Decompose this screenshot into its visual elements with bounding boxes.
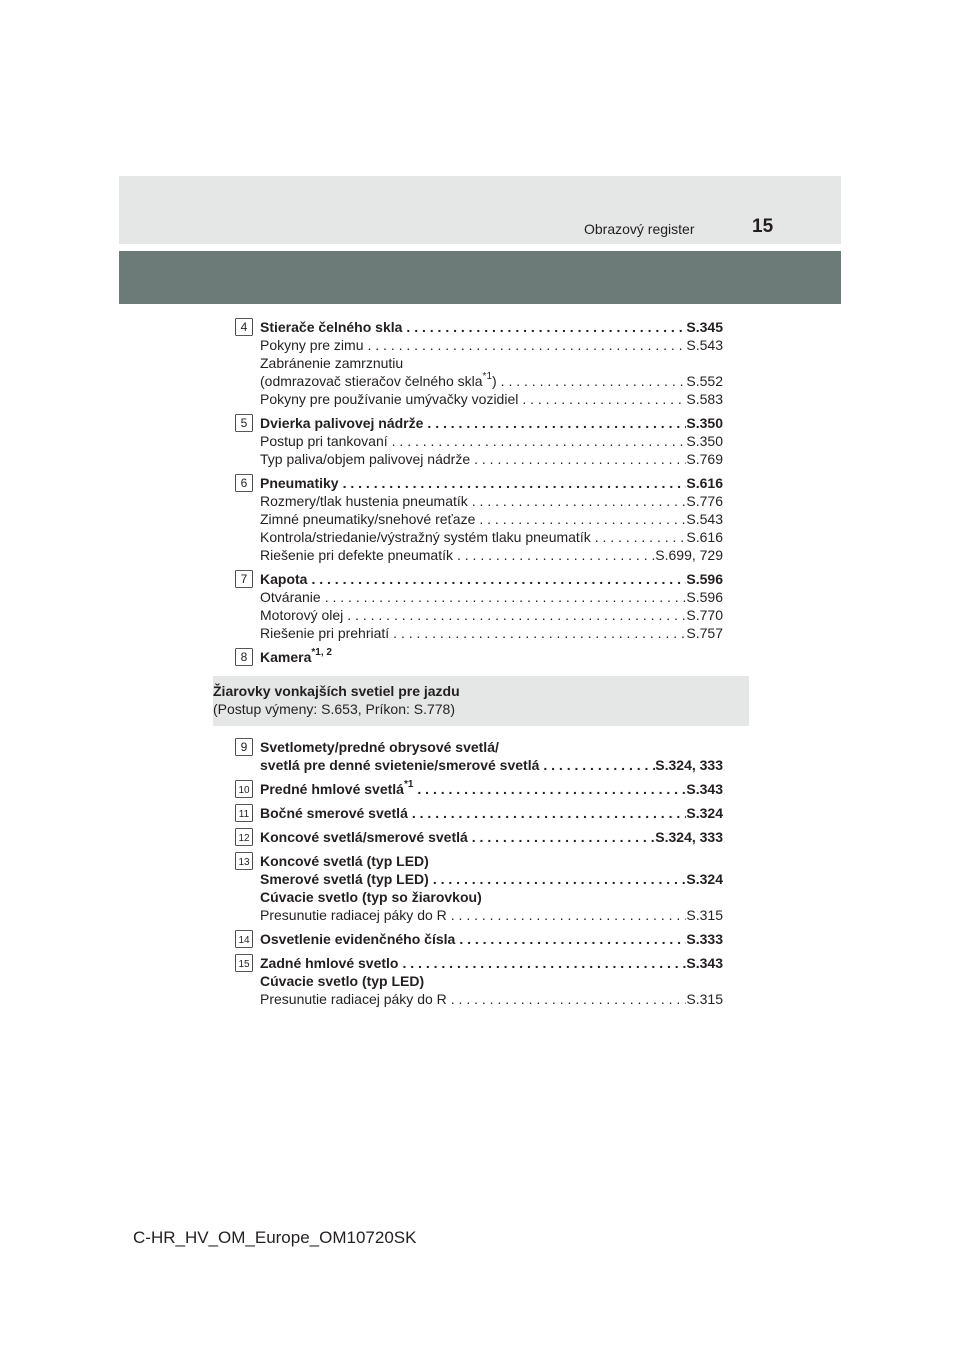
number-badge-icon [235,804,253,822]
entry-text: Osvetlenie evidenčného čísla [260,931,456,947]
entry-line [260,450,723,468]
entry-text: Cúvacie svetlo (typ so žiarovkou) [260,889,482,905]
leader-dots [402,318,686,336]
index-entry [215,954,723,1008]
index-entry [215,852,723,924]
entry-line [260,852,723,870]
leader-dots [343,606,686,624]
entry-line [260,954,723,972]
entry-line [260,474,723,492]
leader-dots [447,906,687,924]
entry-text: Pneumatiky [260,475,339,491]
footnote-mark: *1 [482,371,492,383]
page-reference: S.543 [686,511,723,527]
leader-dots [423,414,686,432]
number-badge-icon [235,954,253,972]
entry-line [260,756,723,774]
entry-line [260,432,723,450]
header-band [119,176,841,244]
entry-text: Presunutie radiacej páky do R [260,907,447,923]
entry-line [260,528,723,546]
index-entry [215,570,723,642]
page-reference: S.543 [686,337,723,353]
page-reference: S.324, 333 [655,757,723,773]
bulb-group-box [213,676,749,726]
page-reference: S.770 [686,607,723,623]
group-subtitle: (Postup výmeny: S.653, Príkon: S.778) [213,701,456,717]
page-reference: S.333 [686,931,723,947]
entry-text: Riešenie pri prehriatí [260,625,390,641]
leader-dots [539,756,655,774]
page-reference: S.776 [686,493,723,509]
page-reference: S.699, 729 [655,547,723,563]
svg-text:14: 14 [238,935,250,946]
leader-dots [408,804,687,822]
entry-line [260,588,723,606]
page-reference: S.324 [686,805,723,821]
svg-text:13: 13 [238,857,250,868]
page-reference: S.324, 333 [655,829,723,845]
page-reference: S.324 [686,871,723,887]
entry-line [260,336,723,354]
page-reference: S.315 [686,991,723,1007]
entry-text: Presunutie radiacej páky do R [260,991,447,1007]
entry-text: Stierače čelného skla [260,319,403,335]
leader-dots [475,510,686,528]
entry-text: (odmrazovač stieračov čelného skla$^{*1}$) [260,371,497,389]
entry-line [260,492,723,510]
entry-line [260,546,723,564]
page-reference: S.350 [686,415,723,431]
entry-text: Otváranie [260,589,321,605]
entry-text: Pokyny pre používanie umývačky vozidiel [260,391,519,407]
index-entry [215,738,723,774]
entry-text: Postup pri tankovaní [260,433,388,449]
entry-text: Zadné hmlové svetlo [260,955,399,971]
page-reference: S.616 [686,529,723,545]
index-entry [215,414,723,468]
entry-line [260,414,723,432]
entry-line [260,828,723,846]
leader-dots [455,930,686,948]
number-badge-icon [235,648,253,666]
section-title: Obrazový register [584,221,695,237]
entry-line [260,888,723,906]
entry-text: Predné hmlové svetlá$^{*1}$ [260,779,414,797]
leader-dots [453,546,655,564]
entry-text: Smerové svetlá (typ LED) [260,871,429,887]
svg-text:8: 8 [240,650,248,664]
entry-line [260,804,723,822]
leader-dots [591,528,687,546]
number-badge-icon [235,414,253,432]
svg-text:12: 12 [238,833,250,844]
leader-dots [307,570,686,588]
entry-line [260,870,723,888]
leader-dots [447,990,687,1008]
entry-text: Kontrola/striedanie/výstražný systém tlaku pneumatík [260,529,591,545]
index-entry [215,804,723,822]
entry-line [260,318,723,336]
leader-dots [339,474,687,492]
entry-text: Svetlomety/predné obrysové svetlá/ [260,739,499,755]
page-reference: S.552 [686,373,723,389]
svg-text:11: 11 [238,809,250,820]
number-badge-icon [235,828,253,846]
page-reference: S.757 [686,625,723,641]
leader-dots [363,336,686,354]
entry-list-top [215,318,723,666]
entry-text: Koncové svetlá/smerové svetlá [260,829,468,845]
leader-dots [321,588,687,606]
leader-dots [470,450,686,468]
index-entry [215,828,723,846]
page-reference: S.596 [686,571,723,587]
entry-line [260,390,723,408]
entry-line [260,738,723,756]
entry-line [260,648,723,666]
page-reference: S.343 [686,781,723,797]
number-badge-icon [235,570,253,588]
index-entry [215,930,723,948]
page-reference: S.616 [686,475,723,491]
number-badge-icon [235,780,253,798]
footnote-mark: *1 [403,779,414,791]
index-entry [215,780,723,798]
leader-dots [497,372,687,390]
entry-text: Pokyny pre zimu [260,337,364,353]
leader-dots [518,390,686,408]
entry-text: Motorový olej [260,607,344,623]
page-reference: S.583 [686,391,723,407]
svg-text:15: 15 [238,959,250,970]
leader-dots [429,870,687,888]
svg-text:4: 4 [240,320,248,334]
entry-text: Koncové svetlá (typ LED) [260,853,429,869]
entry-text: svetlá pre denné svietenie/smerové svetlá [260,757,540,773]
entry-line [260,510,723,528]
number-badge-icon [235,852,253,870]
page-reference: S.315 [686,907,723,923]
entry-text: Kamera$^{*1, 2}$ [260,647,332,665]
leader-dots [468,828,655,846]
page-reference: S.343 [686,955,723,971]
index-entry [215,648,723,666]
header-dark-band [119,251,841,304]
entry-text: Typ paliva/objem palivovej nádrže [260,451,471,467]
entry-line [260,972,723,990]
entry-text: Bočné smerové svetlá [260,805,408,821]
leader-dots [398,954,686,972]
entry-text: Cúvacie svetlo (typ LED) [260,973,425,989]
entry-text: Zabránenie zamrznutiu [260,355,404,371]
entry-line [260,372,723,390]
page-reference: S.596 [686,589,723,605]
number-badge-icon [235,474,253,492]
entry-line [260,624,723,642]
svg-text:10: 10 [238,785,250,796]
index-entry [215,318,723,408]
page-number: 15 [752,216,774,237]
page-reference: S.350 [686,433,723,449]
entry-line [260,780,723,798]
index-entry [215,474,723,564]
number-badge-icon [235,930,253,948]
svg-text:7: 7 [240,572,248,586]
svg-text:5: 5 [240,416,248,430]
leader-dots [389,624,686,642]
svg-text:9: 9 [240,740,248,754]
index-content [215,318,723,1014]
entry-text: Rozmery/tlak hustenia pneumatík [260,493,468,509]
entry-line [260,906,723,924]
entry-text: Zimné pneumatiky/snehové reťaze [260,511,476,527]
entry-text: Dvierka palivovej nádrže [260,415,424,431]
entry-line [260,930,723,948]
entry-text: Kapota [260,571,308,587]
leader-dots [413,780,686,798]
entry-line [260,570,723,588]
number-badge-icon [235,318,253,336]
document-code: C-HR_HV_OM_Europe_OM10720SK [133,1228,417,1247]
leader-dots [468,492,687,510]
page-reference: S.769 [686,451,723,467]
group-title: Žiarovky vonkajších svetiel pre jazdu [213,683,460,699]
footnote-mark: *1, 2 [311,647,332,659]
entry-text: Riešenie pri defekte pneumatík [260,547,453,563]
entry-line [260,990,723,1008]
number-badge-icon [235,738,253,756]
entry-list-bottom [215,738,723,1008]
entry-line [260,354,723,372]
entry-line [260,606,723,624]
page-reference: S.345 [686,319,723,335]
leader-dots [388,432,687,450]
svg-text:6: 6 [240,476,248,490]
